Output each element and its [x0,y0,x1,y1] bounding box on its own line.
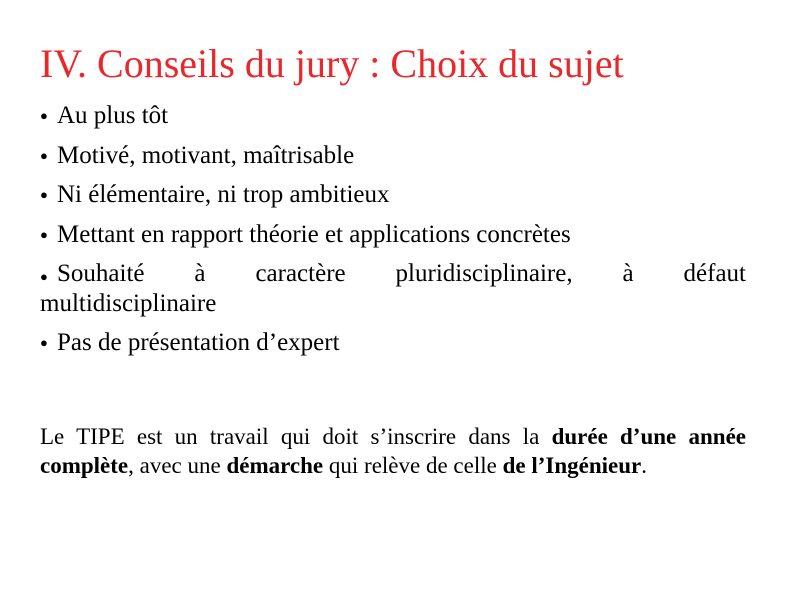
bullet-list [40,97,746,363]
bullet-text: Motivé, motivant, maîtrisable [57,141,355,169]
bullet-text: Souhaité à caractère pluridisciplinaire, à défaut [57,260,746,287]
bullet-dot-icon: ● [40,226,48,242]
bullet-dot-icon: ● [40,147,48,163]
bullet-text: Mettant en rapport théorie et applications concrètes [57,220,571,248]
paragraph-text: . [641,453,647,478]
bullet-continuation-text: multidisciplinaire [40,289,217,317]
paragraph-text: Le TIPE est un travail qui doit s’inscrire dans la [40,424,552,449]
bullet-item [40,324,746,362]
paragraph-text: , avec une [128,453,227,478]
bullet-item [40,216,746,254]
bullet-text: Ni élémentaire, ni trop ambitieux [57,181,390,208]
bullet-dot-icon: ● [40,187,48,202]
bullet-item [40,176,746,214]
bullet-item [40,137,746,175]
bullet-text: Pas de présentation d’expert [57,328,340,356]
bullet-dot-icon: ● [40,269,48,284]
bullet-continuation [40,291,746,317]
paragraph-text: qui relève de celle [323,453,503,478]
bullet-dot-icon: ● [40,108,48,123]
bullet-item [40,97,746,135]
paragraph-emphasis: durée d’une année complète [40,424,746,478]
bullet-text: Au plus tôt [57,102,169,129]
bullet-dot-icon: ● [40,334,48,350]
body-paragraph [40,422,746,480]
paragraph-emphasis: de l’Ingénieur [502,453,642,478]
slide-title: IV. Conseils du jury : Choix du sujet [40,41,624,86]
paragraph-emphasis: démarche [226,453,324,478]
